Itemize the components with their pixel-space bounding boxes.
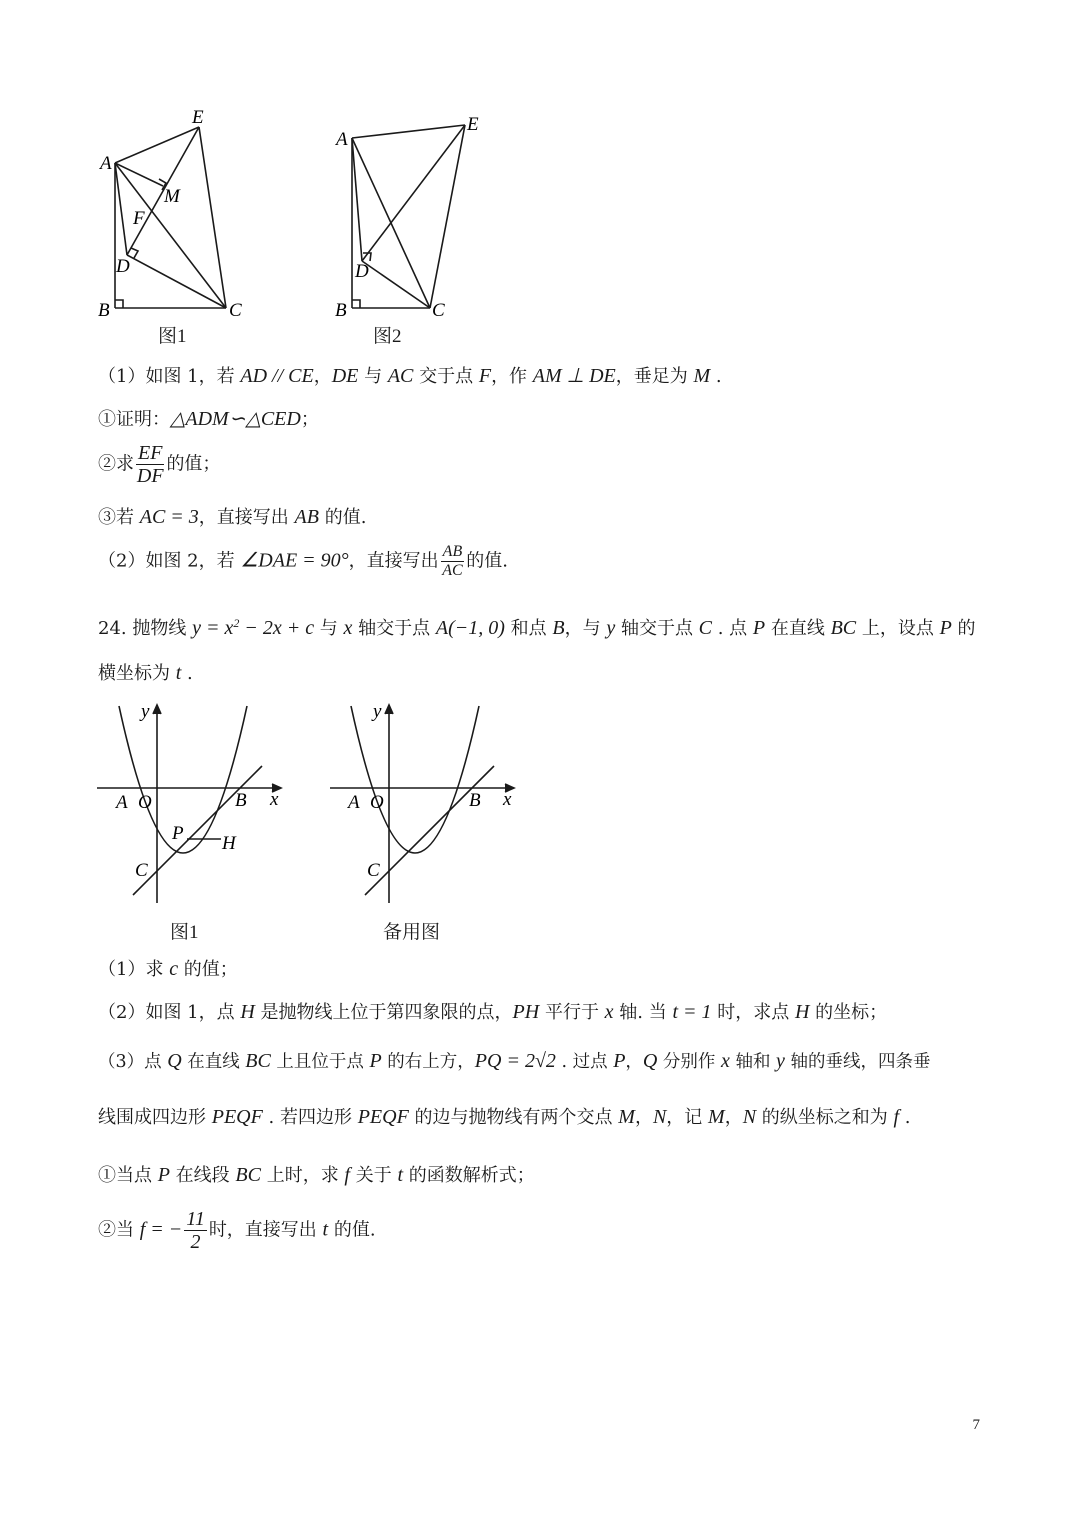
math: x	[721, 1050, 730, 1072]
text: . 过点	[555, 1052, 614, 1072]
text: 和点	[504, 618, 553, 639]
math: Q	[642, 1050, 658, 1072]
text: ，	[724, 1107, 743, 1128]
math: AC	[387, 365, 414, 387]
math: N	[652, 1106, 667, 1128]
math: t	[322, 1218, 329, 1241]
math: f	[893, 1106, 900, 1128]
math: P	[157, 1164, 170, 1186]
text: 关于	[349, 1165, 398, 1186]
q23-sub1	[98, 407, 319, 432]
text: 时，求点	[711, 1002, 795, 1023]
label-E: E	[467, 114, 479, 135]
numerator: EF	[138, 442, 163, 464]
label-B: B	[335, 300, 347, 321]
text: （3）点	[98, 1052, 168, 1072]
label-E: E	[192, 107, 204, 128]
fraction-11-2	[184, 1208, 207, 1253]
text: ，	[313, 366, 332, 387]
text: 的值.	[328, 1219, 376, 1241]
q24-part3-line1	[98, 1049, 930, 1074]
geometry-figure-2	[330, 110, 490, 350]
q24-part3-line2	[98, 1105, 911, 1130]
math: t	[397, 1164, 403, 1186]
label-D: D	[355, 261, 369, 282]
text: ①当点	[98, 1165, 158, 1186]
math: f	[344, 1164, 350, 1186]
text: ②当	[98, 1219, 140, 1241]
math: AC = 3	[139, 506, 199, 528]
math: PQ = 2√2	[474, 1050, 556, 1072]
text: ，直接写出	[348, 550, 439, 572]
q23-part1	[98, 364, 722, 389]
text: 在直线	[181, 1052, 246, 1072]
math: AM ⊥ DE	[532, 365, 616, 387]
label-H: H	[222, 833, 236, 854]
text: 时，直接写出	[208, 1219, 323, 1241]
label-B: B	[98, 300, 110, 321]
denominator: AC	[442, 562, 463, 579]
text: . 若四边形	[262, 1107, 358, 1128]
q24-part2	[98, 1000, 887, 1025]
math: B	[552, 617, 565, 639]
text: ，	[625, 1052, 643, 1072]
text: （2）如图 1，点	[98, 1002, 241, 1023]
math: BC	[245, 1050, 271, 1072]
math: t = 1	[672, 1001, 712, 1023]
q24-stem-line1	[98, 611, 976, 641]
text: 上，设点	[856, 618, 940, 639]
text: 的值.	[466, 550, 508, 572]
label-A: A	[348, 792, 360, 813]
label-B: B	[235, 790, 247, 811]
math: P	[369, 1050, 382, 1072]
math: x	[343, 617, 353, 639]
text: .	[710, 366, 722, 387]
math: y	[776, 1050, 785, 1072]
axis-x-label: x	[503, 789, 512, 810]
text: 在线段	[169, 1165, 236, 1186]
text: ，记	[666, 1107, 709, 1128]
parabola-figure-1	[95, 698, 290, 908]
math: x	[604, 1001, 614, 1023]
text: 分别作	[657, 1052, 721, 1072]
text: 轴的垂线，四条垂	[784, 1052, 931, 1072]
math: y	[606, 617, 616, 639]
text: 上时，求	[260, 1165, 345, 1186]
text: 轴和	[729, 1052, 777, 1072]
text: ，	[634, 1107, 653, 1128]
math: △ADM∽△CED	[170, 408, 301, 430]
denominator: 2	[190, 1231, 201, 1253]
text: ，与	[564, 618, 607, 639]
fraction-ab-ac	[441, 543, 465, 580]
text: 的坐标；	[809, 1002, 888, 1023]
text: 在直线	[765, 618, 831, 639]
text: 横坐标为	[98, 663, 176, 684]
text: 的值；	[178, 959, 238, 980]
text: 24. 抛物线	[98, 618, 193, 639]
math: PEQF	[357, 1106, 409, 1128]
axis-x-label: x	[270, 789, 279, 810]
math: t	[175, 662, 182, 684]
math: ∠DAE = 90°	[240, 549, 349, 572]
text: 的边与抛物线有两个交点	[408, 1107, 619, 1128]
label-O: O	[370, 792, 384, 813]
label-M: M	[164, 186, 180, 207]
text: （2）如图 2，若	[98, 550, 241, 572]
text: 轴交于点	[352, 618, 436, 639]
text: ③若	[98, 507, 140, 528]
q23-part2	[98, 543, 508, 580]
label-A: A	[100, 153, 112, 174]
text: 是抛物线上位于第四象限的点，	[254, 1002, 513, 1023]
geo-fig2-caption: 图2	[373, 326, 402, 347]
text: 的纵坐标之和为	[756, 1107, 894, 1128]
label-C: C	[229, 300, 242, 321]
q24-stem-line2	[98, 661, 193, 686]
math: F	[478, 365, 492, 387]
math: P	[613, 1050, 626, 1072]
label-B: B	[469, 790, 481, 811]
math: c	[169, 958, 179, 980]
parabola-figure-2	[328, 698, 523, 908]
text: ②求	[98, 453, 134, 475]
math: BC	[830, 617, 857, 639]
math: DE	[331, 365, 359, 387]
text: 的函数解析式；	[403, 1165, 535, 1186]
text: （1）如图 1，若	[98, 366, 241, 387]
label-C: C	[367, 860, 380, 881]
text: 的右上方，	[381, 1052, 475, 1072]
label-O: O	[138, 792, 152, 813]
text: 交于点	[413, 366, 479, 387]
math: PH	[512, 1001, 540, 1023]
text: ；	[300, 409, 319, 430]
text: 轴. 当	[613, 1002, 673, 1023]
text: 与	[314, 618, 344, 639]
text: 线围成四边形	[98, 1107, 212, 1128]
math: C	[698, 617, 713, 639]
math: A(−1, 0)	[435, 617, 505, 639]
axis-y-label: y	[141, 701, 150, 722]
math: M	[693, 365, 711, 387]
math: − 2x + c	[239, 617, 315, 639]
para-backup-caption: 备用图	[383, 922, 441, 943]
q23-sub3	[98, 505, 366, 530]
math: y = x	[192, 617, 234, 639]
para-fig1-caption: 图1	[170, 922, 199, 943]
fraction-ef-df	[136, 442, 164, 487]
math: PEQF	[211, 1106, 263, 1128]
text: ，作	[491, 366, 533, 387]
math: P	[752, 617, 766, 639]
text: 平行于	[539, 1002, 605, 1023]
q24-part3-sub2	[98, 1208, 376, 1253]
math: AD // CE	[240, 365, 314, 387]
math: f = −	[139, 1218, 183, 1241]
text: ，直接写出	[198, 507, 295, 528]
label-F: F	[133, 208, 145, 229]
label-C: C	[135, 860, 148, 881]
text: .	[181, 663, 193, 684]
label-A: A	[116, 792, 128, 813]
label-A: A	[336, 129, 348, 150]
label-P: P	[172, 823, 184, 844]
text: 上且位于点	[270, 1052, 370, 1072]
math: M	[618, 1106, 635, 1128]
text: （1）求	[98, 959, 170, 980]
text: 的值.	[318, 507, 367, 528]
math: N	[742, 1106, 757, 1128]
text: 的值；	[166, 453, 221, 475]
denominator: DF	[136, 465, 164, 487]
math: Q	[167, 1050, 182, 1072]
page-number: 7	[972, 1417, 980, 1433]
math: BC	[235, 1164, 261, 1186]
math: AB	[294, 506, 319, 528]
text: 的	[951, 618, 976, 639]
q24-part3-sub1	[98, 1163, 535, 1188]
text: ①证明：	[98, 409, 170, 430]
text: . 点	[712, 618, 753, 639]
text: ，垂足为	[615, 366, 694, 387]
q24-part1	[98, 957, 238, 982]
q23-sub2	[98, 442, 220, 487]
label-C: C	[432, 300, 445, 321]
axis-y-label: y	[373, 701, 382, 722]
math: M	[708, 1106, 725, 1128]
numerator: AB	[442, 543, 463, 560]
geometry-figure-1	[90, 100, 260, 350]
math: P	[939, 617, 952, 639]
geo-fig1-caption: 图1	[158, 326, 187, 347]
label-D: D	[116, 256, 130, 277]
text: 轴交于点	[615, 618, 699, 639]
text: 与	[358, 366, 388, 387]
numerator: 11	[186, 1208, 205, 1230]
text: .	[899, 1107, 911, 1128]
math: H	[240, 1001, 255, 1023]
math: H	[794, 1001, 810, 1023]
math-sup: 2	[233, 616, 240, 630]
